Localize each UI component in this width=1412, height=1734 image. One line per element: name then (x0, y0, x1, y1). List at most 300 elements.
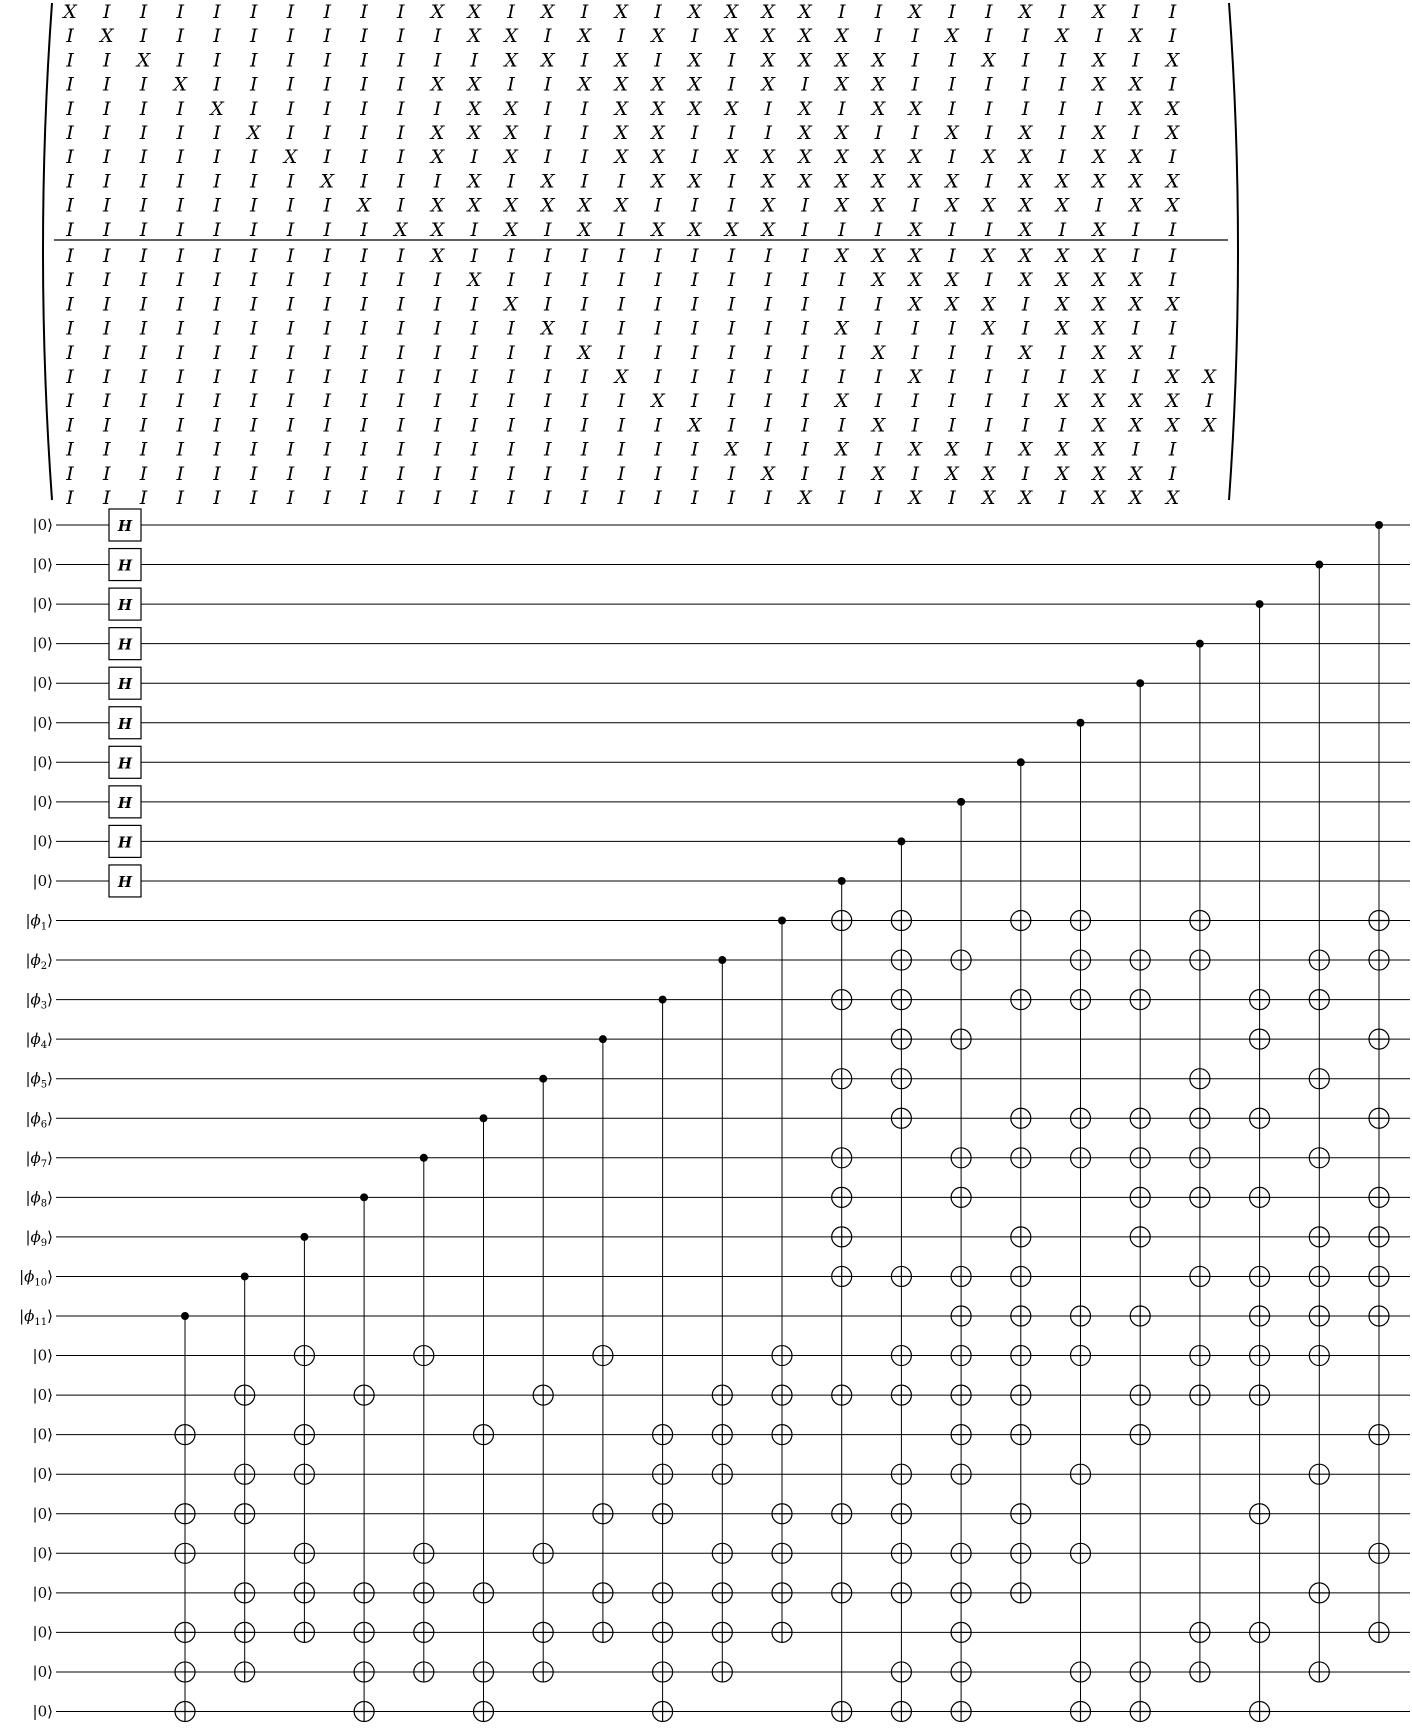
target-oplus (832, 1583, 852, 1603)
matrix-entry: I (984, 1, 993, 23)
matrix-entry: X (945, 269, 959, 292)
matrix-entry: I (837, 1, 846, 23)
matrix-entry: I (213, 170, 221, 193)
matrix-entry: I (543, 122, 552, 144)
target-oplus (1369, 1622, 1389, 1642)
matrix-entry: I (433, 25, 442, 48)
matrix-entry: I (139, 293, 148, 316)
matrix-entry: I (580, 269, 589, 292)
matrix-entry: I (102, 73, 111, 96)
target-oplus (1190, 1266, 1210, 1286)
matrix-entry: X (1055, 293, 1070, 316)
matrix-entry: I (690, 269, 699, 292)
target-oplus (1011, 1227, 1031, 1247)
matrix-entry: I (764, 487, 773, 509)
matrix-entry: I (213, 487, 221, 509)
matrix-entry: I (948, 341, 956, 364)
target-oplus (1130, 1702, 1150, 1722)
matrix-entry: I (654, 366, 662, 388)
qubit-label: |0⟩ (32, 1425, 53, 1444)
matrix-entry: X (908, 146, 923, 169)
matrix-entry: I (66, 269, 74, 292)
matrix-entry: X (945, 194, 959, 217)
matrix-entry: I (507, 390, 515, 413)
matrix-entry: X (651, 25, 665, 48)
target-oplus (891, 1029, 911, 1049)
matrix-entry: I (470, 146, 479, 169)
matrix-entry: I (984, 97, 993, 120)
target-oplus (832, 1187, 852, 1207)
matrix-entry: I (323, 293, 332, 316)
matrix-entry: I (213, 438, 221, 461)
matrix-entry: I (66, 245, 74, 267)
matrix-entry: X (1092, 341, 1106, 364)
matrix-entry: X (467, 194, 482, 217)
matrix-entry: X (1018, 194, 1033, 217)
matrix-entry: I (360, 390, 368, 413)
target-oplus (1369, 1543, 1389, 1563)
matrix-entry: I (433, 49, 442, 72)
matrix-entry: I (360, 97, 368, 120)
matrix-entry: X (540, 1, 555, 23)
matrix-entry: I (764, 269, 773, 292)
hadamard-gate (109, 667, 141, 699)
target-oplus (832, 1702, 852, 1722)
matrix-entry: X (430, 1, 445, 23)
qubit-label: |0⟩ (32, 555, 53, 574)
matrix-entry: I (213, 341, 221, 364)
matrix-entry: I (507, 414, 515, 437)
target-oplus (832, 990, 852, 1010)
matrix-entry: I (801, 462, 809, 485)
target-oplus (474, 1583, 494, 1603)
matrix-entry: I (1131, 438, 1140, 461)
generator-matrix (43, 1, 1238, 509)
matrix-entry: I (213, 146, 221, 169)
matrix-entry: I (396, 390, 405, 413)
qubit-label: |0⟩ (32, 713, 53, 732)
matrix-entry: I (507, 438, 515, 461)
matrix-entry: X (871, 269, 886, 292)
matrix-entry: I (470, 218, 479, 241)
target-oplus (1130, 1425, 1150, 1445)
hadamard-label: H (117, 556, 133, 575)
matrix-entry: I (66, 122, 74, 144)
target-oplus (175, 1425, 195, 1445)
matrix-entry: X (908, 1, 923, 23)
matrix-entry: I (1058, 73, 1067, 96)
matrix-entry: I (1021, 73, 1030, 96)
matrix-entry: I (249, 49, 258, 72)
matrix-entry: I (727, 194, 736, 217)
qubit-label: $|\phi_6⟩$ (25, 1109, 53, 1131)
matrix-entry: X (540, 49, 555, 72)
matrix-entry: I (323, 366, 332, 388)
target-oplus (1130, 1306, 1150, 1326)
target-oplus (951, 1543, 971, 1563)
controlled-x-gate (712, 956, 732, 1682)
matrix-entry: X (1092, 438, 1106, 461)
qubit-label: |0⟩ (32, 1662, 53, 1681)
matrix-entry: X (834, 170, 849, 193)
matrix-entry: I (470, 49, 479, 72)
matrix-entry: X (1165, 49, 1180, 72)
matrix-entry: I (213, 194, 221, 217)
control-dot (897, 837, 905, 845)
matrix-entry: X (651, 170, 665, 193)
control-dot (1196, 640, 1204, 648)
matrix-entry: I (396, 97, 405, 120)
matrix-entry: X (1092, 317, 1106, 340)
matrix-entry: I (690, 366, 699, 388)
matrix-entry: I (286, 487, 295, 509)
matrix-entry: X (834, 49, 849, 72)
matrix-entry: X (761, 194, 776, 217)
matrix-entry: X (577, 73, 592, 96)
matrix-entry: I (139, 194, 148, 217)
matrix-entry: I (102, 317, 111, 340)
target-oplus (235, 1504, 255, 1524)
matrix-entry: I (102, 194, 111, 217)
matrix-entry: I (690, 390, 699, 413)
matrix-entry: X (1092, 170, 1106, 193)
matrix-entry: I (360, 122, 368, 144)
matrix-entry: I (470, 462, 479, 485)
matrix-entry: I (66, 194, 74, 217)
target-oplus (832, 1385, 852, 1405)
target-oplus (1250, 1702, 1270, 1722)
matrix-entry: X (1128, 462, 1143, 485)
qubit-label: $|\phi_{10}⟩$ (19, 1267, 53, 1289)
matrix-entry: X (1165, 97, 1180, 120)
target-oplus (414, 1662, 434, 1682)
matrix-entry: I (139, 341, 148, 364)
matrix-entry: I (360, 293, 368, 316)
matrix-entry: I (360, 317, 368, 340)
matrix-entry: I (543, 25, 552, 48)
hadamard-gates (109, 509, 141, 897)
matrix-entry: I (102, 218, 111, 241)
matrix-entry: X (798, 1, 812, 23)
matrix-entry: X (798, 146, 812, 169)
matrix-entry: I (249, 390, 258, 413)
matrix-entry: X (981, 146, 996, 169)
target-oplus (1250, 1029, 1270, 1049)
matrix-entry: X (504, 293, 518, 316)
controlled-x-gate (1130, 679, 1150, 1721)
matrix-entry: I (690, 317, 699, 340)
qubit-label: |0⟩ (32, 516, 53, 534)
matrix-entry: I (360, 218, 368, 241)
matrix-entry: X (1055, 269, 1070, 292)
matrix-entry: X (834, 73, 849, 96)
matrix-entry: I (360, 269, 368, 292)
matrix-entry: I (911, 25, 920, 48)
matrix-entry: X (1128, 269, 1143, 292)
target-oplus (1011, 1425, 1031, 1445)
target-oplus (951, 1346, 971, 1366)
hadamard-label: H (117, 754, 133, 773)
matrix-entry: I (1095, 194, 1103, 217)
matrix-entry: X (687, 414, 702, 437)
qubit-label: $|\phi_3⟩$ (25, 990, 53, 1012)
matrix-entry: I (176, 146, 185, 169)
matrix-entry: X (1018, 341, 1033, 364)
target-oplus (235, 1385, 255, 1405)
target-oplus (653, 1425, 673, 1445)
control-dot (1315, 561, 1323, 569)
matrix-entry: I (396, 438, 405, 461)
control-dot (778, 917, 786, 925)
target-oplus (712, 1543, 732, 1563)
matrix-entry: X (1018, 269, 1033, 292)
matrix-entry: I (984, 438, 993, 461)
matrix-entry: X (945, 25, 959, 48)
matrix-entry: I (727, 317, 736, 340)
matrix-entry: X (761, 1, 776, 23)
matrix-entry: X (1018, 487, 1033, 509)
matrix-entry: I (433, 317, 442, 340)
matrix-entry: I (911, 122, 920, 144)
matrix-entry: I (286, 194, 295, 217)
qubit-label: |0⟩ (32, 871, 53, 890)
target-oplus (1369, 1227, 1389, 1247)
matrix-entry: I (837, 269, 846, 292)
controlled-x-gate (832, 877, 852, 1722)
matrix-entry: I (617, 25, 626, 48)
matrix-entry: I (139, 245, 148, 267)
target-oplus (832, 1266, 852, 1286)
matrix-entry: I (249, 146, 258, 169)
matrix-entry: I (396, 462, 405, 485)
target-oplus (1309, 1583, 1329, 1603)
qubit-label: |0⟩ (32, 674, 53, 693)
target-oplus (1190, 1108, 1210, 1128)
matrix-entry: I (1058, 146, 1067, 169)
matrix-entry: X (871, 462, 886, 485)
matrix-entry: X (981, 462, 996, 485)
matrix-entry: X (467, 73, 482, 96)
matrix-entry: I (176, 317, 185, 340)
matrix-entry: X (945, 293, 959, 316)
matrix-entry: X (834, 390, 849, 413)
target-oplus (951, 1385, 971, 1405)
target-oplus (772, 1543, 792, 1563)
matrix-entry: X (834, 146, 849, 169)
matrix-entry: I (433, 366, 442, 388)
target-oplus (891, 1385, 911, 1405)
matrix-entry: X (871, 194, 886, 217)
matrix-entry: I (654, 194, 662, 217)
qubit-label: $|\phi_4⟩$ (25, 1030, 53, 1052)
matrix-entry: X (357, 194, 371, 217)
qubit-label: |0⟩ (32, 1544, 53, 1563)
matrix-entry: I (360, 49, 368, 72)
target-oplus (1250, 1622, 1270, 1642)
controlled-x-gate (533, 1075, 553, 1682)
matrix-entry: I (580, 146, 589, 169)
target-oplus (1309, 950, 1329, 970)
matrix-entry: I (1058, 414, 1067, 437)
hadamard-gate (109, 509, 141, 541)
target-oplus (772, 1622, 792, 1642)
matrix-entry: I (874, 487, 883, 509)
controlled-x-gate (414, 1154, 434, 1682)
matrix-entry: X (1092, 414, 1106, 437)
target-oplus (414, 1622, 434, 1642)
matrix-entry: I (1058, 487, 1067, 509)
matrix-entry: X (724, 97, 739, 120)
matrix-entry: I (433, 414, 442, 437)
target-oplus (951, 1662, 971, 1682)
matrix-entry: X (871, 49, 886, 72)
matrix-cells (61, 1, 1217, 509)
matrix-entry: X (1018, 438, 1033, 461)
matrix-entry: X (1092, 390, 1106, 413)
matrix-entry: I (543, 366, 552, 388)
matrix-entry: I (396, 170, 405, 193)
matrix-entry: X (504, 25, 518, 48)
target-oplus (951, 950, 971, 970)
matrix-entry: I (139, 269, 148, 292)
matrix-entry: X (834, 194, 849, 217)
target-oplus (1309, 990, 1329, 1010)
target-oplus (832, 1504, 852, 1524)
matrix-entry: I (176, 293, 185, 316)
controlled-x-gate (175, 1312, 195, 1722)
matrix-entry: X (1128, 341, 1143, 364)
matrix-entry: X (945, 122, 959, 144)
matrix-entry: X (651, 218, 665, 241)
matrix-entry: I (1021, 414, 1030, 437)
matrix-entry: I (102, 341, 111, 364)
matrix-entry: I (102, 414, 111, 437)
qubit-label: |0⟩ (32, 1702, 53, 1721)
target-oplus (175, 1702, 195, 1722)
matrix-entry: X (1092, 122, 1106, 144)
target-oplus (414, 1583, 434, 1603)
matrix-entry: X (1165, 293, 1180, 316)
target-oplus (1369, 950, 1389, 970)
control-dot (1077, 719, 1085, 727)
matrix-entry: X (651, 122, 665, 144)
matrix-entry: I (1168, 73, 1177, 96)
matrix-entry: I (1131, 317, 1140, 340)
matrix-entry: I (102, 245, 111, 267)
matrix-entry: I (617, 218, 626, 241)
matrix-entry: X (945, 462, 959, 485)
matrix-entry: I (249, 438, 258, 461)
matrix-entry: I (543, 146, 552, 169)
matrix-entry: I (176, 366, 185, 388)
matrix-entry: I (507, 462, 515, 485)
matrix-entry: I (580, 293, 589, 316)
matrix-entry: I (801, 390, 809, 413)
hadamard-label: H (117, 635, 133, 654)
matrix-entry: I (66, 462, 74, 485)
hadamard-label: H (117, 675, 133, 694)
matrix-entry: X (1018, 218, 1033, 241)
target-oplus (1071, 950, 1091, 970)
target-oplus (653, 1583, 673, 1603)
target-oplus (891, 1464, 911, 1484)
matrix-entry: I (1021, 317, 1030, 340)
matrix-entry: I (396, 245, 405, 267)
target-oplus (1309, 1306, 1329, 1326)
matrix-entry: I (323, 487, 332, 509)
matrix-entry: I (323, 1, 332, 23)
matrix-entry: X (1202, 366, 1217, 388)
target-oplus (891, 911, 911, 931)
matrix-entry: I (323, 194, 332, 217)
matrix-entry: I (1021, 97, 1030, 120)
matrix-entry: X (981, 293, 996, 316)
target-oplus (354, 1622, 374, 1642)
target-oplus (1011, 1306, 1031, 1326)
matrix-entry: I (396, 317, 405, 340)
matrix-entry: I (249, 487, 258, 509)
matrix-right-parenthesis (1229, 3, 1238, 500)
matrix-entry: I (323, 73, 332, 96)
qubit-label: |0⟩ (32, 595, 53, 614)
target-oplus (593, 1583, 613, 1603)
target-oplus (1309, 1346, 1329, 1366)
matrix-entry: I (66, 487, 74, 509)
target-oplus (235, 1583, 255, 1603)
controlled-x-gate (1071, 719, 1091, 1722)
matrix-entry: X (210, 97, 224, 120)
matrix-entry: I (617, 170, 626, 193)
matrix-entry: X (908, 218, 923, 241)
qubit-label: $|\phi_{11}⟩$ (19, 1307, 53, 1328)
matrix-entry: I (396, 341, 405, 364)
matrix-entry: I (102, 487, 111, 509)
matrix-entry: I (102, 390, 111, 413)
matrix-entry: I (984, 366, 993, 388)
matrix-entry: I (1021, 25, 1030, 48)
matrix-entry: I (764, 97, 773, 120)
matrix-entry: I (764, 366, 773, 388)
target-oplus (1071, 1464, 1091, 1484)
matrix-entry: I (1131, 245, 1140, 267)
matrix-entry: I (764, 122, 773, 144)
target-oplus (533, 1385, 553, 1405)
matrix-entry: X (724, 1, 739, 23)
matrix-entry: I (543, 438, 552, 461)
matrix-entry: I (1095, 97, 1103, 120)
target-oplus (891, 1702, 911, 1722)
matrix-entry: I (470, 366, 479, 388)
hadamard-label: H (117, 833, 133, 852)
matrix-entry: I (727, 170, 736, 193)
qubit-label: $|\phi_5⟩$ (25, 1069, 53, 1091)
matrix-entry: I (66, 170, 74, 193)
matrix-entry: I (249, 366, 258, 388)
matrix-entry: I (543, 97, 552, 120)
matrix-entry: I (507, 317, 515, 340)
hadamard-gate (109, 825, 141, 857)
matrix-entry: I (360, 341, 368, 364)
matrix-entry: X (614, 122, 629, 144)
matrix-entry: X (945, 170, 959, 193)
controlled-x-gate (294, 1233, 314, 1643)
matrix-entry: X (430, 122, 445, 144)
matrix-entry: X (173, 73, 188, 96)
matrix-entry: X (1055, 390, 1070, 413)
matrix-entry: I (139, 317, 148, 340)
matrix-entry: X (687, 97, 702, 120)
matrix-entry: I (617, 269, 626, 292)
